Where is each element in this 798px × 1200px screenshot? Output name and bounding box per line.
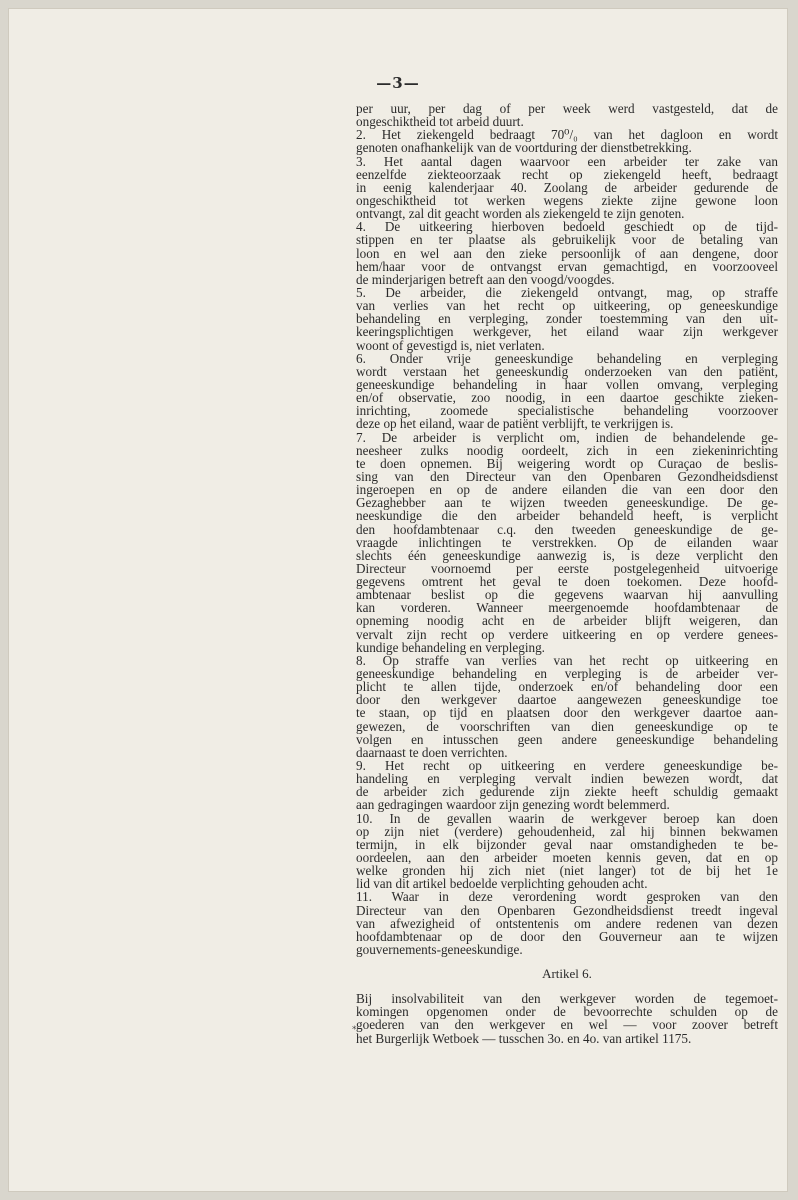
text-line: welke gronden hij zich niet (niet langer) tot de bij het 1e xyxy=(356,863,778,879)
text-line: wordt verstaan het geneeskundig onderzoeken van den patiënt, xyxy=(356,363,778,379)
text-line: gouvernements-geneeskundige. xyxy=(356,942,523,957)
text-line: goederen van den werkgever en wel — voor zoover betreft xyxy=(356,1017,778,1033)
text-line: 5. De arbeider, die ziekengeld ontvangt, mag, op straffe xyxy=(356,284,778,300)
text-line: van afwezigheid of ontstentenis om andere redenen van dezen xyxy=(356,915,778,931)
text-line: ingeroepen en op de andere eilanden die van een door den xyxy=(356,482,778,498)
text-line: neeskundige die den arbeider behandeld heeft, is verplicht xyxy=(356,508,778,524)
text-line: woont of gevestigd is, niet verlaten. xyxy=(356,337,545,353)
text-line: gewezen, de voorschriften van dien geneeskundige op te xyxy=(356,718,778,734)
text-line: hem/haar voor de ontvangst ervan gemachtigd, en voorzooveel xyxy=(356,258,778,274)
page-number: —3— xyxy=(376,74,420,92)
article-heading: Artikel 6. xyxy=(542,966,592,982)
text-line: de arbeider zich gedurende zijn ziekte heeft schuldig gemaakt xyxy=(356,784,778,800)
text-line: sing van den Directeur van den Openbaren Gezondheidsdienst xyxy=(356,468,778,484)
body-text xyxy=(356,102,778,1045)
text-line: keeringsplichtigen werkgever, het eiland waar zijn werkgever xyxy=(356,324,778,340)
text-line: geneeskundige behandeling in haar vollen omvang, verpleging xyxy=(356,376,778,392)
text-line: opneming noodig acht en de arbeider blijft weigeren, dan xyxy=(356,613,778,629)
text-line: Directeur van den Openbaren Gezondheidsdienst treedt ingeval xyxy=(356,902,778,918)
text-line: in eenig kalenderjaar 40. Zoolang de arbeider gedurende de xyxy=(356,179,778,195)
text-line: den hoofdambtenaar c.q. den tweeden geneeskundige de ge- xyxy=(356,521,778,537)
text-line: handeling en verpleging vervalt indien bewezen wordt, dat xyxy=(356,771,778,787)
text-line: kundige behandeling en verpleging. xyxy=(356,639,545,655)
text-line: 6. Onder vrije geneeskundige behandeling en verpleging xyxy=(356,350,778,366)
text-line: hoofdambtenaar op de door den Gouverneur aan te wijzen xyxy=(356,928,778,944)
text-line: van verlies van het recht op uitkeering, op geneeskundige xyxy=(356,298,778,314)
text-line: termijn, in elk bijzonder geval naar omstandigheden te be- xyxy=(356,836,778,852)
text-line: aan gedragingen waardoor zijn genezing wordt belemmerd. xyxy=(356,797,670,813)
article-6-text xyxy=(356,992,778,1045)
text-line: eenzelfde ziekteoorzaak recht op ziekengeld heeft, bedraagt xyxy=(356,166,778,182)
text-line: 10. In de gevallen waarin de werkgever beroep kan doen xyxy=(356,810,778,826)
text-line: neesheer zulks noodig oordeelt, zich in een ziekeninrichting xyxy=(356,442,778,458)
text-line: ambtenaar beslist op die gegevens waarvan hij aanvulling xyxy=(356,587,778,603)
article-5-paragraphs xyxy=(356,102,778,956)
text-line: de minderjarigen betreft aan den voogd/voogdes. xyxy=(356,271,615,287)
text-line: 7. De arbeider is verplicht om, indien de behandelende ge- xyxy=(356,429,778,445)
text-line: door den werkgever daartoe aangewezen geneeskundige toe xyxy=(356,692,778,708)
text-line: 9. Het recht op uitkeering en verdere geneeskundige be- xyxy=(356,758,778,774)
text-line: kan vorderen. Wanneer meergenoemde hoofdambtenaar de xyxy=(356,600,778,616)
text-line: te doen opnemen. Bij weigering wordt op Curaçao de beslis- xyxy=(356,455,778,471)
text-line: Directeur voornoemd per eerste postgelegenheid uitvoerige xyxy=(356,560,778,576)
text-line: 4. De uitkeering hierboven bedoeld geschiedt op de tijd- xyxy=(356,219,778,235)
text-line: 11. Waar in deze verordening wordt gesproken van den xyxy=(356,889,778,905)
text-line: 2. Het ziekengeld bedraagt 70⁰/₀ van het dagloon en wordt xyxy=(356,127,778,143)
text-line: 3. Het aantal dagen waarvoor een arbeider ter zake van xyxy=(356,153,778,169)
text-line: ontvangt, zal dit geacht worden als ziekengeld te zijn genoten. xyxy=(356,206,685,222)
text-line: deze op het eiland, waar de patiënt verblijft, te verkrijgen is. xyxy=(356,416,674,432)
text-line: komingen opgenomen onder de bevoorrechte schulden op de xyxy=(356,1004,778,1020)
text-line: per uur, per dag of per week werd vastgesteld, dat de xyxy=(356,101,778,116)
text-line: oordeelen, aan den arbeider moeten kennis geven, dat en op xyxy=(356,850,778,866)
document-page xyxy=(8,8,788,1192)
text-line: vraagde inlichtingen te verstrekken. Op de eilanden waar xyxy=(356,534,778,550)
text-line: geneeskundige behandeling en verpleging is de arbeider ver- xyxy=(356,666,778,682)
text-line: loon en wel aan den zieke persoonlijk of aan dengene, door xyxy=(356,245,778,261)
text-line: 8. Op straffe van verlies van het recht op uitkeering en xyxy=(356,652,778,668)
text-line: daarnaast te doen verrichten. xyxy=(356,744,508,760)
text-line: slechts één geneeskundige aanwezig is, is deze verplicht den xyxy=(356,547,778,563)
text-line: lid van dit artikel bedoelde verplichting gehouden acht. xyxy=(356,876,648,892)
text-line: te staan, op tijd en plaatsen door den werkgever daartoe aan- xyxy=(356,705,778,721)
margin-mark: * xyxy=(352,1025,357,1035)
text-line: behandeling en verpleging, zonder toestemming van den uit- xyxy=(356,311,778,327)
text-line: gegevens omtrent het geval te doen toekomen. Deze hoofd- xyxy=(356,574,778,590)
text-line: ongeschiktheid tot arbeid duurt. xyxy=(356,114,524,130)
text-line: en/of observatie, zoo noodig, in een daartoe geschikte zieken- xyxy=(356,390,778,406)
text-line: stippen en ter plaatse als gebruikelijk voor de betaling van xyxy=(356,232,778,248)
text-line: inrichting, zoomede specialistische behandeling voorzoover xyxy=(356,403,778,419)
text-line: Bij insolvabiliteit van den werkgever worden de tegemoet- xyxy=(356,991,778,1007)
text-line: ongeschiktheid tot werken wegens ziekte zijne gewone loon xyxy=(356,192,778,208)
text-line: genoten onafhankelijk van de voortduring der dienstbetrekking. xyxy=(356,140,692,156)
text-line: op zijn niet (verdere) gehoudenheid, zal hij binnen bekwamen xyxy=(356,823,778,839)
text-line: Gezaghebber aan te wijzen tweeden geneeskundige. De ge- xyxy=(356,495,778,511)
text-line: vervalt zijn recht op verdere uitkeering en op verdere genees- xyxy=(356,626,778,642)
text-line: volgen en intusschen geen andere geneeskundige behandeling xyxy=(356,731,778,747)
text-line: het Burgerlijk Wetboek — tusschen 3o. en 4o. van artikel 1175. xyxy=(356,1030,692,1046)
text-line: plicht te allen tijde, onderzoek en/of behandeling door een xyxy=(356,679,778,695)
